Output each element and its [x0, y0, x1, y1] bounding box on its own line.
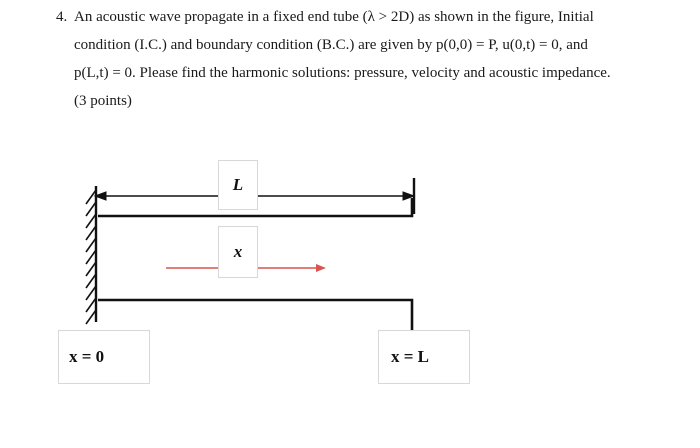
question-line-2: condition (I.C.) and boundary condition (B.C.) are given by p(0,0) = P, u(0,t) = 0, and [74, 37, 588, 53]
right-end-label: x = L [378, 330, 470, 384]
length-label: L [218, 160, 258, 210]
direction-label: x [218, 226, 258, 278]
question-number: 4. [56, 9, 68, 25]
question-line-3: p(L,t) = 0. Please find the harmonic solutions: pressure, velocity and acoustic impedance. [74, 65, 611, 81]
fixed-wall-hatching [86, 186, 96, 324]
left-end-label: x = 0 [58, 330, 150, 384]
question-line-1: An acoustic wave propagate in a fixed end tube (λ > 2D) as shown in the figure, Initial [74, 9, 594, 25]
question-points: (3 points) [74, 93, 132, 109]
